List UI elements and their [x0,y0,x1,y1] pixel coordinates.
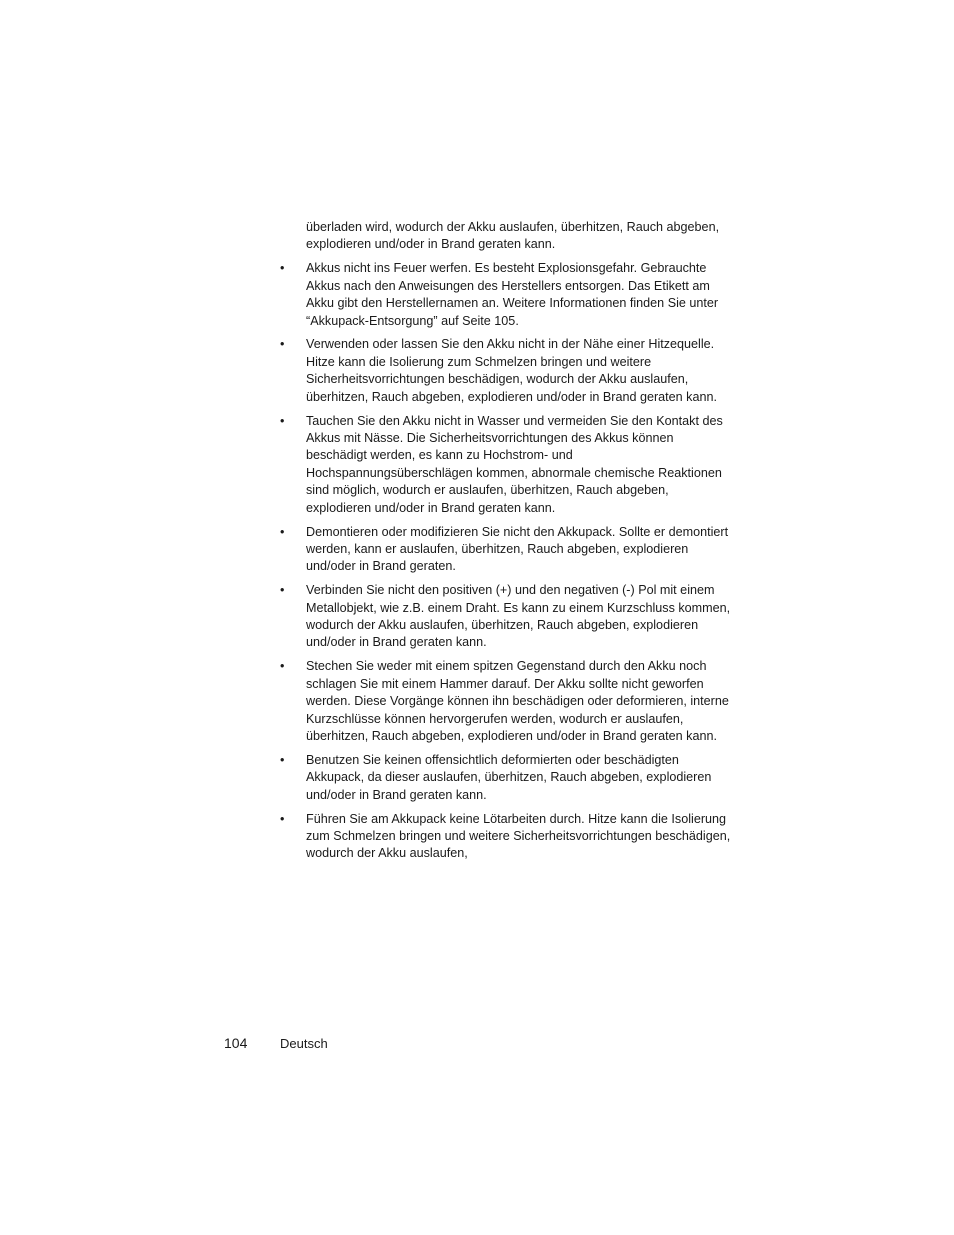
list-item-text: Tauchen Sie den Akku nicht in Wasser und vermeiden Sie den Kontakt des Akkus mit Nässe. Die Sicherheitsvorrichtungen des Akkus können beschädigt werden, es kann zu Hochstrom- und Hochspannungsüberschlägen kommen, abnormale chemische Reaktionen sind möglich, wodurch er auslaufen, überhitzen, Rauch abgeben, explodieren und/oder in Brand geraten kann. [306,413,723,515]
continued-paragraph: überladen wird, wodurch der Akku auslaufen, überhitzen, Rauch abgeben, explodieren und/oder in Brand geraten kann. [306,220,720,252]
bullet-icon: • [280,752,285,767]
list-item-text: Stechen Sie weder mit einem spitzen Gegenstand durch den Akku noch schlagen Sie mit einem Hammer darauf. Der Akku sollte nicht geworfen werden. Diese Vorgänge können ihn beschädigen oder deformieren, interne Kurzschlüsse können hervorgerufen werden, wodurch er auslaufen, überhitzen, Rauch abgeben, explodieren und/oder in Brand geraten kann. [306,659,729,743]
bullet-icon: • [280,261,285,276]
bullet-icon: • [280,337,285,352]
list-item-text: Verwenden oder lassen Sie den Akku nicht in der Nähe einer Hitzequelle. Hitze kann die Isolierung zum Schmelzen bringen und weitere Sicherheitsvorrichtungen beschädigen, wodurch der Akku auslaufen, überhitzen, Rauch abgeben, explodieren und/oder in Brand geraten kann. [306,337,717,404]
page-body [280,219,732,869]
list-item-text: Demontieren oder modifizieren Sie nicht den Akkupack. Sollte er demontiert werden, kann er auslaufen, überhitzen, Rauch abgeben, explodieren und/oder in Brand geraten. [306,524,729,574]
bullet-icon: • [280,583,285,598]
bullet-icon: • [280,524,285,539]
bullet-icon: • [280,659,285,674]
list-item [280,752,732,804]
section-label: Deutsch [280,1036,328,1051]
bullet-icon: • [280,811,285,826]
list-item [280,658,732,745]
list-item [280,524,732,576]
list-item [280,260,732,330]
list-item-text: Verbinden Sie nicht den positiven (+) und den negativen (-) Pol mit einem Metallobjekt, wie z.B. einem Draht. Es kann zu einem Kurzschluss kommen, wodurch der Akku auslaufen, überhitzen, Rauch abgeben, explodieren und/oder in Brand geraten kann. [306,583,731,650]
list-item-text: Führen Sie am Akkupack keine Lötarbeiten durch. Hitze kann die Isolierung zum Schmelzen bringen und weitere Sicherheitsvorrichtungen beschädigen, wodurch der Akku auslaufen, [306,811,731,861]
bullet-icon: • [280,413,285,428]
list-item [280,811,732,863]
list-item [280,413,732,517]
list-item [280,582,732,652]
list-item-text: Akkus nicht ins Feuer werfen. Es besteht Explosionsgefahr. Gebrauchte Akkus nach den Anweisungen des Herstellers entsorgen. Das Etikett am Akku gibt den Herstellernamen an. Weitere Informationen finden Sie unter “Akkupack-Entsorgung” auf Seite 105. [306,261,719,328]
page-number: 104 [224,1035,248,1051]
list-item [280,336,732,406]
list-item-text: Benutzen Sie keinen offensichtlich deformierten oder beschädigten Akkupack, da dieser auslaufen, überhitzen, Rauch abgeben, explodieren und/oder in Brand geraten kann. [306,752,712,802]
page-footer [224,1035,328,1052]
